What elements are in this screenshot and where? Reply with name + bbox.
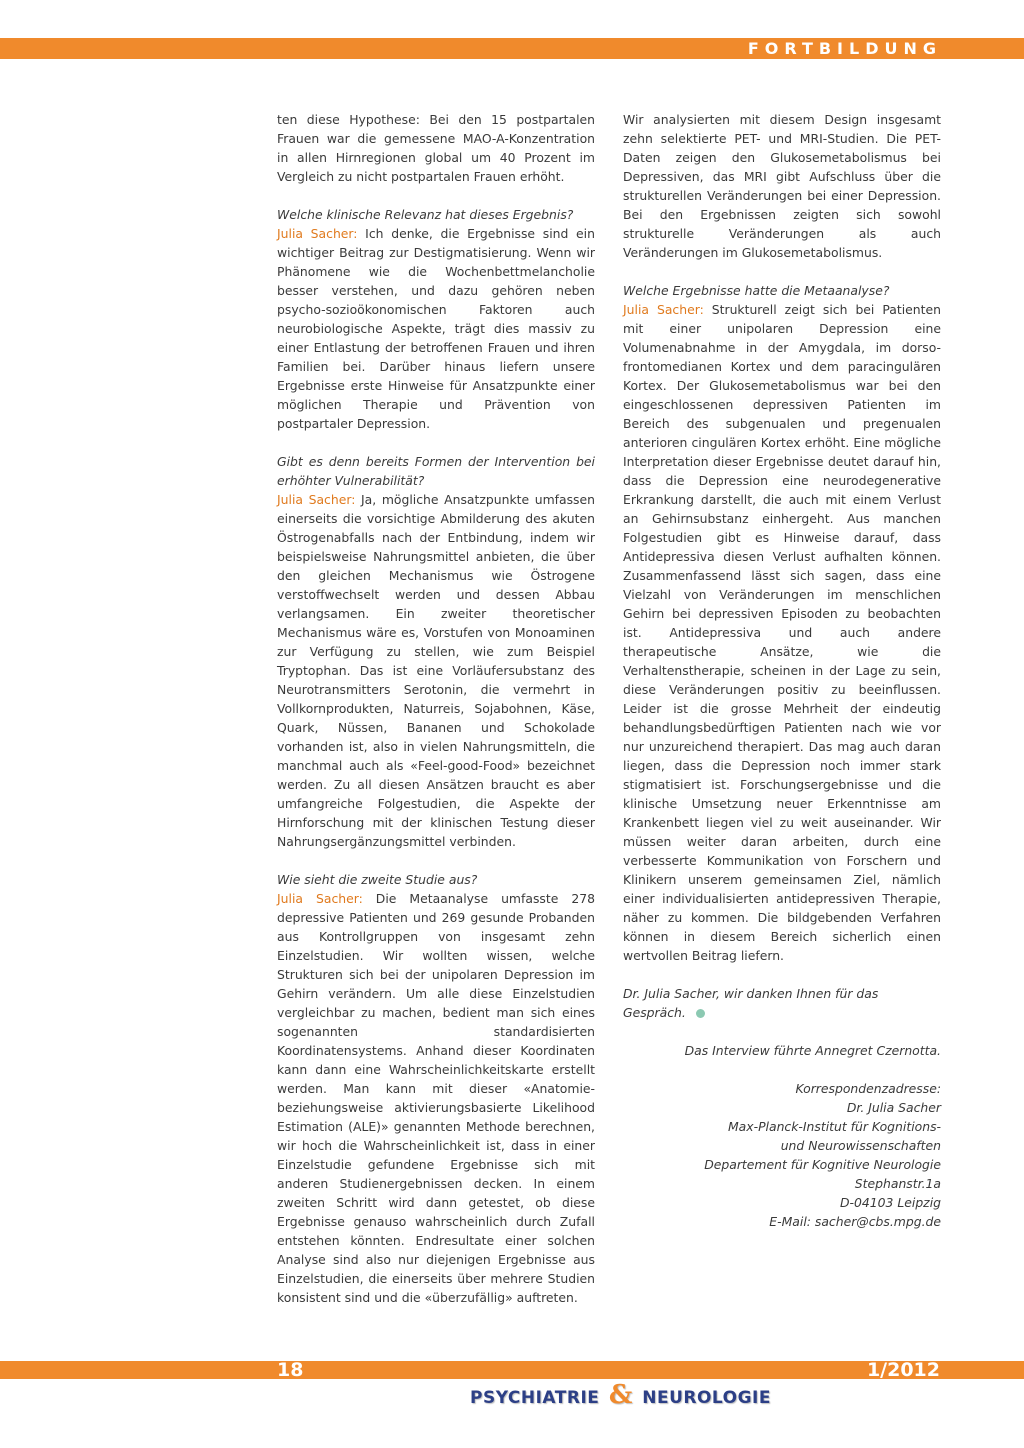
logo-word-left: PSYCHIATRIE [470, 1388, 600, 1408]
qa-block [277, 452, 595, 851]
journal-logo [470, 1380, 771, 1410]
closing-line [623, 984, 941, 1022]
section-title: FORTBILDUNG [747, 39, 942, 58]
logo-word-right: NEUROLOGIE [642, 1388, 771, 1408]
paragraph [277, 110, 595, 186]
qa-block [277, 870, 595, 1307]
section-header-band [0, 38, 1024, 59]
address-line: und Neurowissenschaften [780, 1138, 941, 1153]
end-mark-icon [696, 1009, 705, 1018]
interview-credit: Das Interview führte Annegret Czernotta. [684, 1043, 941, 1058]
body-text: ten diese Hypothese: Bei den 15 postpartalen Frauen war die gemessene MAO-A-Konzentration in allen Hirnregionen global um 40 Prozent im Vergleich zu nicht postpartalen Frauen erhöht. [277, 112, 595, 184]
body-text: Wir analysierten mit diesem Design insgesamt zehn selektierte PET- und MRI-Studien. Die PET-Daten zeigen den Glukosemetabolismus bei Depressiven, das MRI gibt Aufschluss über die strukturellen Veränderungen bei einer Depression. Bei den Ergebnissen zeigten sich sowohl strukturelle Veränderungen als auch Veränderungen im Glukosemetabolismus. [623, 112, 941, 260]
logo-ampersand: & [608, 1380, 633, 1410]
qa-block [623, 281, 941, 965]
left-column [277, 110, 595, 1326]
speaker-name: Julia Sacher: [623, 302, 704, 317]
correspondence-address [623, 1079, 941, 1231]
answer-text: Ich denke, die Ergebnisse sind ein wichtiger Beitrag zur Destigmatisierung. Wenn wir Phänomene wie die Wochenbettmelancholie besser verstehen, und dazu gehören neben psycho-sozioökonomischen Faktoren auch neurobiologische Aspekte, trägt dies massiv zu einer Entlastung der betroffenen Frauen und ihren Familien bei. Darüber hinaus liefern unsere Ergebnisse erste Hinweise für Ansatzpunkte einer möglichen Therapie und Prävention von postpartaler Depression. [277, 226, 595, 431]
address-line: Dr. Julia Sacher [846, 1100, 941, 1115]
email-line: E-Mail: sacher@cbs.mpg.de [769, 1214, 941, 1229]
speaker-name: Julia Sacher: [277, 492, 356, 507]
answer-text: Strukturell zeigt sich bei Patienten mit einer unipolaren Depression eine Volumenabnahme in der Amygdala, im dorso-frontomedianen Kortex und dem paracingulären Kortex. Der Glukosemetabolismus war bei den eingeschlossenen depressiven Patienten im Bereich des subgenualen und pregenualen anterioren cingulären Kortex erhöht. Eine mögliche Interpretation dieser Ergebnisse deutet darauf hin, dass die Depression eine neurodegenerative Erkrankung darstellt, die auch mit einem Verlust an Gehirnsubstanz einhergeht. Aus manchen Folgestudien gibt es Hinweise darauf, dass Antidepressiva diesen Verlust aufhalten können. Zusammenfassend lässt sich sagen, dass eine Vielzahl von Veränderungen im menschlichen Gehirn bei depressiven Episoden zu beobachten ist. Antidepressiva und auch andere therapeutische Ansätze, wie die Verhaltenstherapie, scheinen in der Lage zu sein, diese Veränderungen positiv zu beeinflussen. Leider ist die grosse Mehrheit der eindeutig behandlungsbedürftigen Patienten nach wie vor nur unzureichend therapiert. Das mag auch daran liegen, dass die Depression noch immer stark stigmatisiert ist. Forschungsergebnisse und die klinische Umsetzung neuer Erkenntnisse am Krankenbett liegen viel zu weit auseinander. Wir müssen weiter daran arbeiten, durch eine verbesserte Kommunikation von Forschern und Klinikern unserem gemeinsamen Ziel, nämlich einer individualisierten antidepressiven Therapie, näher zu kommen. Die bildgebenden Verfahren können in diesem Bereich sicherlich einen wertvollen Beitrag liefern. [623, 302, 941, 963]
address-line: Stephanstr.1a [854, 1176, 941, 1191]
speaker-name: Julia Sacher: [277, 891, 363, 906]
issue-number: 1/2012 [866, 1359, 940, 1381]
speaker-name: Julia Sacher: [277, 226, 358, 241]
qa-block [277, 205, 595, 433]
footer-band [0, 1361, 1024, 1379]
address-line: D-04103 Leipzig [839, 1195, 941, 1210]
answer-text: Ja, mögliche Ansatzpunkte umfassen einerseits die vorsichtige Abmilderung des akuten Östrogenabfalls nach der Entbindung, indem wir beispielsweise Nahrungsmittel anbieten, die über den gleichen Mechanismus wie Östrogene verstoffwechselt werden und dessen Abbau verlangsamen. Ein zweiter theoretischer Mechanismus wäre es, Vorstufen von Monoaminen zur Verfügung zu stellen, wie zum Beispiel Tryptophan. Das ist eine Vorläufersubstanz des Neurotransmitters Serotonin, die vermehrt in Vollkornprodukten, Naturreis, Sojabohnen, Käse, Quark, Nüssen, Bananen und Schokolade vorhanden ist, also in vielen Nahrungsmitteln, die manchmal auch als «Feel-good-Food» bezeichnet werden. Zu all diesen Ansätzen braucht es aber umfangreiche Folgestudien, die Aspekte der Hirnforschung mit der klinischen Testung dieser Nahrungsergänzungsmittel verbinden. [277, 492, 595, 849]
page-number: 18 [277, 1359, 304, 1381]
answer-text: Die Metaanalyse umfasste 278 depressive Patienten und 269 gesunde Probanden aus Kontrollgruppen von insgesamt zehn Einzelstudien. Wir wollten wissen, welche Strukturen sich bei der unipolaren Depression im Gehirn verändern. Um alle diese Einzelstudien vergleichbar zu machen, bedient man sich eines sogenannten standardisierten Koordinatensystems. Anhand dieser Koordinaten kann dann eine Wahrscheinlichkeitskarte erstellt werden. Man kann mit dieser «Anatomie- beziehungsweise aktivierungsbasierte Likelihood Estimation (ALE)» genannten Methode berechnen, wir hoch die Wahrscheinlichkeit ist, dass in einer Einzelstudie gefundene Ergebnisse sich mit anderen Studienergebnissen decken. In einem zweiten Schritt wird dann getestet, ob diese Ergebnisse genauso wahrscheinlich durch Zufall entstehen könnten. Endresultate einer solchen Analyse sind also nur diejenigen Ergebnisse aus Einzelstudien, die einerseits über mehrere Studien konsistent sind und die «überzufällig» auftreten. [277, 891, 595, 1305]
address-line: Departement für Kognitive Neurologie [704, 1157, 941, 1172]
interview-question: Gibt es denn bereits Formen der Intervention bei erhöhter Vulnerabilität? [277, 454, 595, 488]
interview-question: Welche klinische Relevanz hat dieses Ergebnis? [277, 207, 574, 222]
interview-question: Wie sieht die zweite Studie aus? [277, 872, 478, 887]
interview-question: Welche Ergebnisse hatte die Metaanalyse? [623, 283, 890, 298]
thanks-text: Dr. Julia Sacher, wir danken Ihnen für das Gespräch. [623, 986, 879, 1020]
right-column [623, 110, 941, 1231]
address-line: Korrespondenzadresse: [795, 1081, 941, 1096]
paragraph [623, 110, 941, 262]
address-line: Max-Planck-Institut für Kognitions- [727, 1119, 941, 1134]
